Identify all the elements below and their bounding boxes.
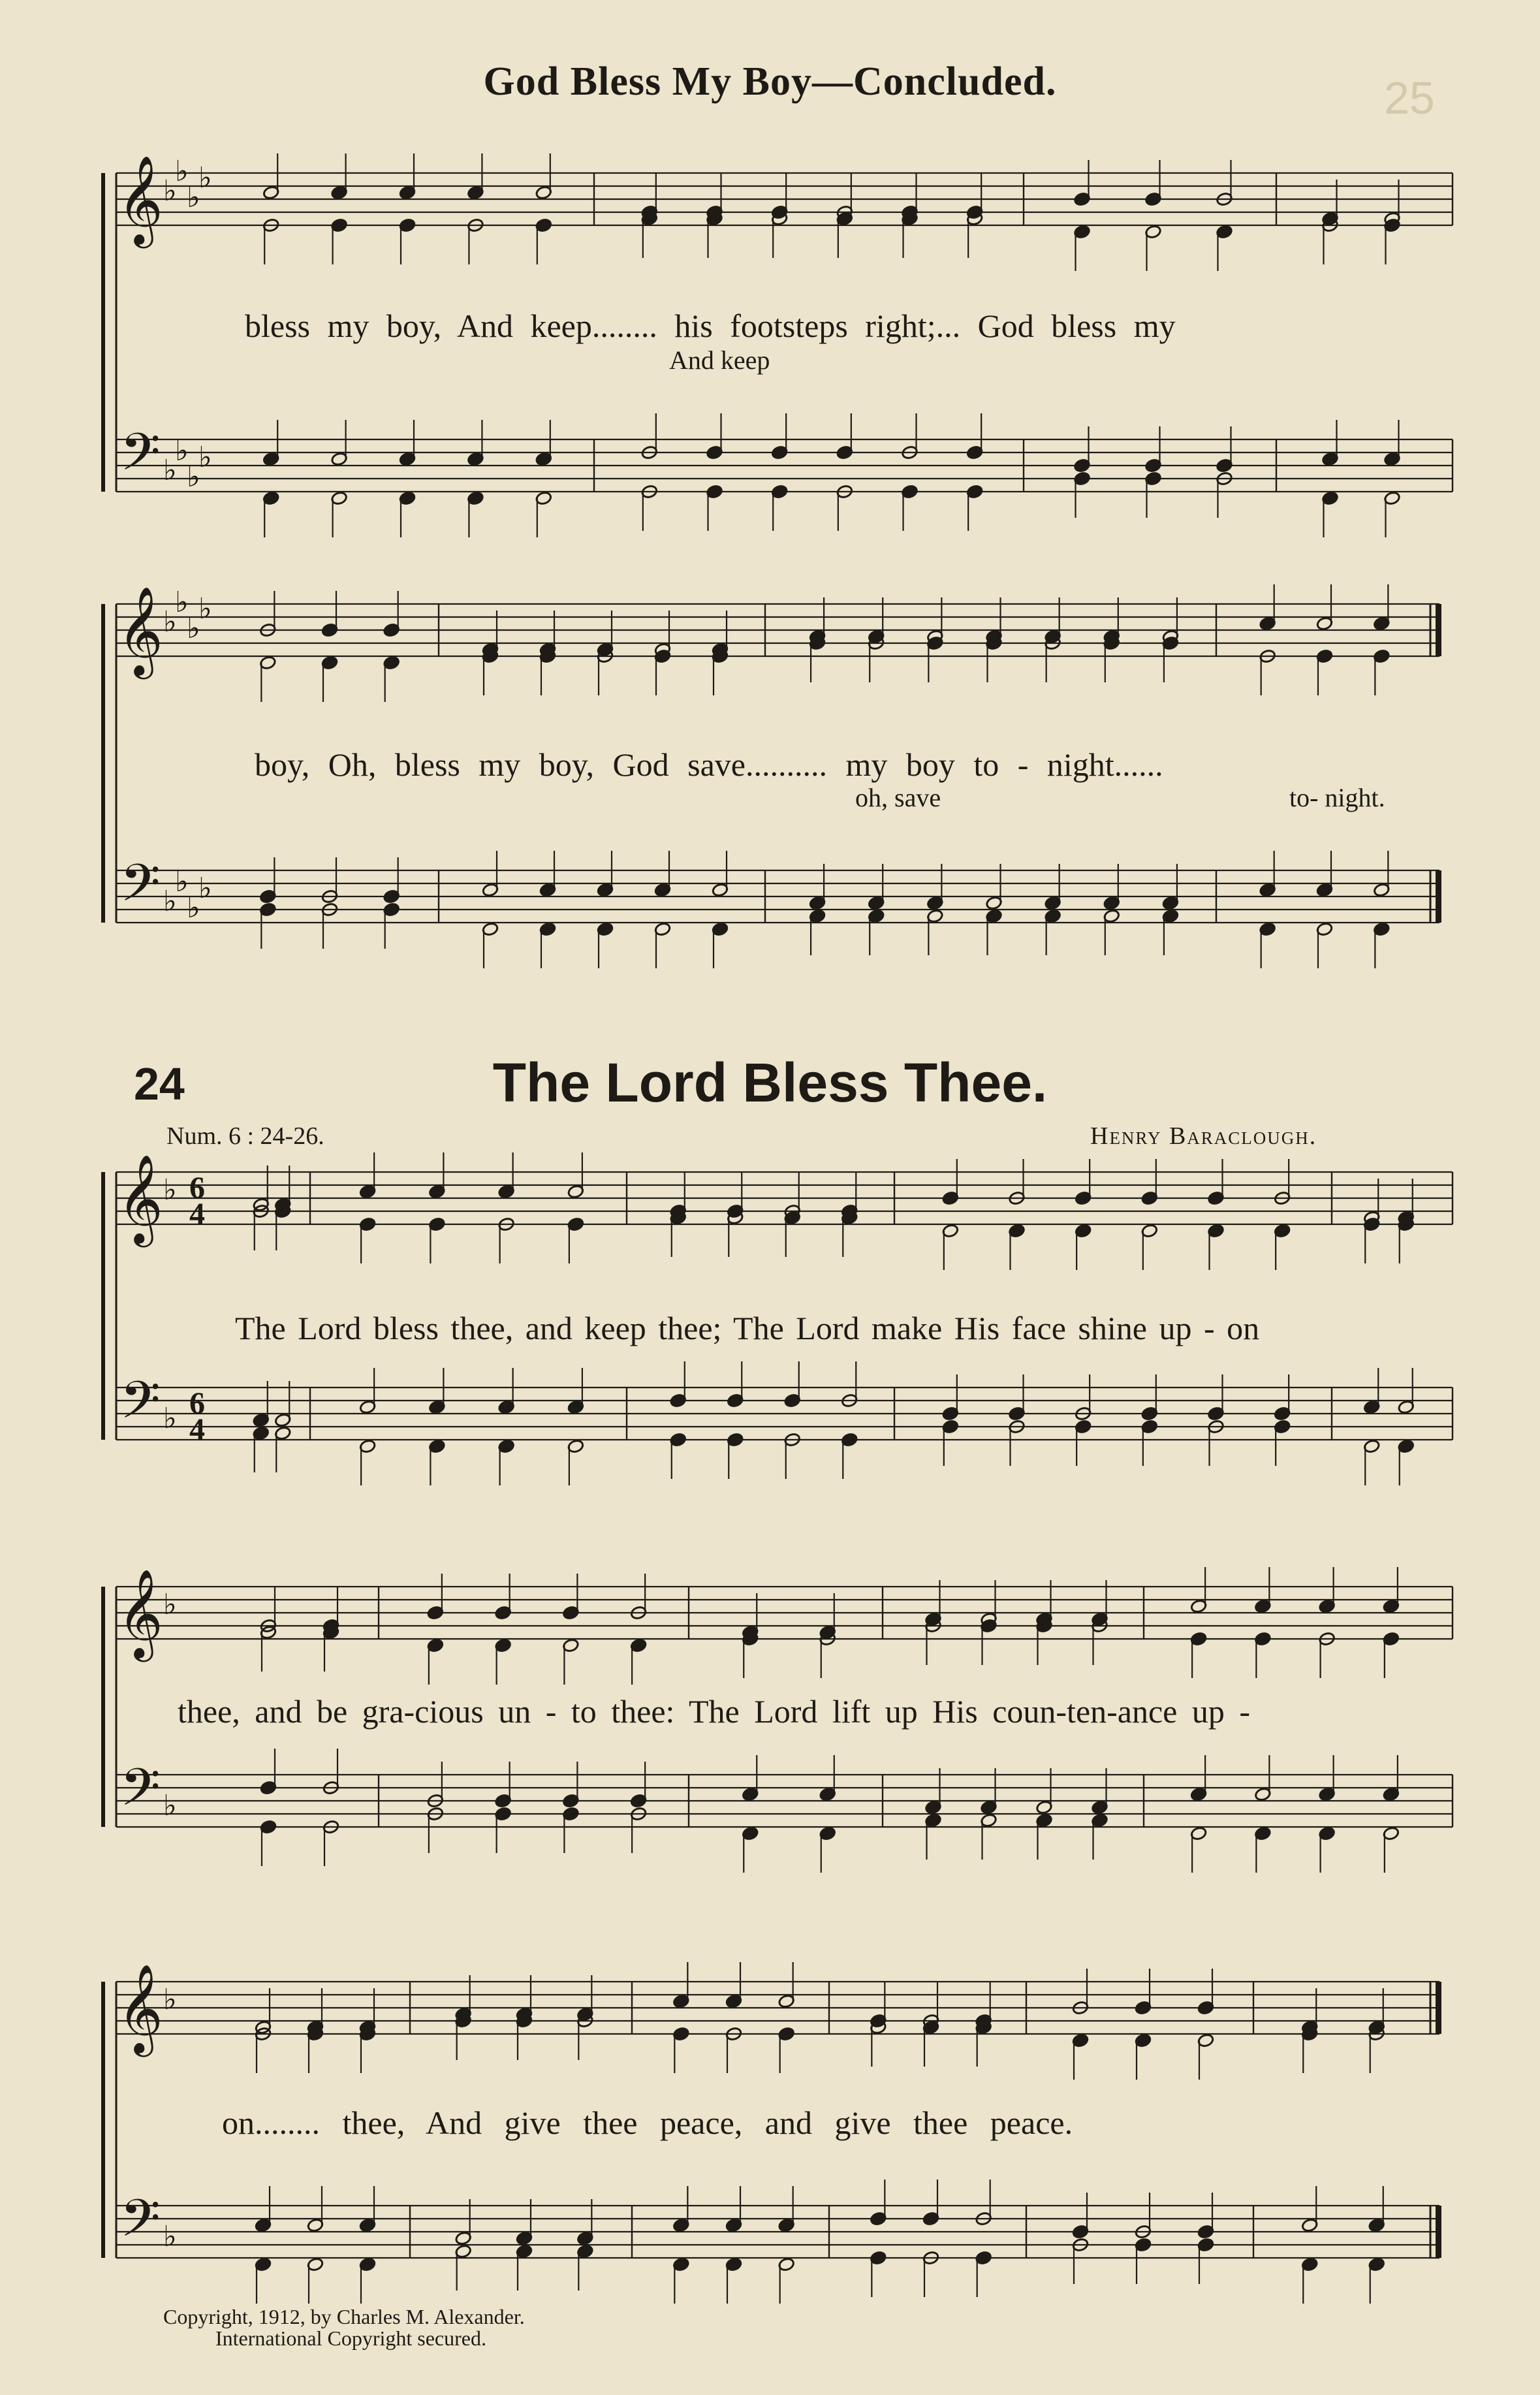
system-2-bass-key: ♭ — [175, 865, 189, 898]
time-signature-top: 6 — [189, 1171, 205, 1205]
system-2-treble-key: ♭ — [163, 605, 177, 639]
copyright-line-1: Copyright, 1912, by Charles M. Alexander. — [163, 2305, 525, 2328]
system-1-treble-key: ♭ — [198, 161, 212, 195]
system-1-treble-key: ♭ — [187, 181, 200, 214]
system-5-final-thick — [1436, 1982, 1441, 2034]
system-1-treble-key: ♭ — [175, 155, 189, 188]
lyrics-system-2: boy, Oh, bless my boy, God save.......... my boy to - night...... — [255, 746, 1163, 783]
bass-clef: 𝄢 — [120, 1370, 161, 1443]
treble-clef: 𝄞 — [118, 1153, 163, 1243]
system-2-final-thick — [1436, 870, 1441, 923]
hymn2-lyrics-system-3: on........ thee, And give thee peace, and give thee peace. — [222, 2104, 1073, 2141]
ghost-page-number: 25 — [1384, 72, 1435, 123]
system-5-final-thick — [1436, 2206, 1441, 2258]
system-3-treble-key: ♭ — [163, 1173, 177, 1207]
bass-clef: 𝄢 — [120, 422, 161, 495]
treble-clef: 𝄞 — [118, 1963, 163, 2053]
alto-lyrics-system-2b: to- night. — [1289, 783, 1385, 812]
hymn-number: 24 — [134, 1058, 185, 1109]
scripture-reference: Num. 6 : 24-26. — [166, 1122, 324, 1150]
system-2-bass-key: ♭ — [163, 885, 177, 918]
system-3-bass-key: ♭ — [163, 1402, 177, 1435]
system-2-final-thick — [1436, 604, 1441, 656]
system-2-treble-key: ♭ — [198, 592, 212, 626]
system-1-bass-key: ♭ — [175, 434, 189, 468]
time-signature-top: 6 — [189, 1386, 205, 1421]
system-4-bass-key: ♭ — [163, 1789, 177, 1822]
alto-lyrics-system-1: And keep — [669, 345, 770, 375]
treble-clef: 𝄞 — [118, 154, 163, 244]
bass-clef: 𝄢 — [120, 1757, 161, 1830]
copyright-line-2: International Copyright secured. — [215, 2326, 486, 2350]
treble-clef: 𝄞 — [118, 585, 163, 675]
treble-clef: 𝄞 — [118, 1568, 163, 1658]
alto-lyrics-system-2a: oh, save — [855, 783, 941, 812]
system-4-treble-key: ♭ — [163, 1588, 177, 1621]
system-2-treble-key: ♭ — [187, 612, 200, 645]
composer: Henry Baraclough. — [1090, 1122, 1317, 1150]
lyrics-system-1: bless my boy, And keep........ his footsteps right;... God bless my — [245, 308, 1176, 344]
time-signature-bottom: 4 — [189, 1412, 205, 1447]
system-2-bass-key: ♭ — [198, 872, 212, 905]
hymn-title: The Lord Bless Thee. — [492, 1052, 1048, 1113]
bass-clef: 𝄢 — [120, 853, 161, 926]
system-1-bass-key: ♭ — [198, 441, 212, 474]
system-5-bass-key: ♭ — [163, 2220, 177, 2253]
hymn2-lyrics-system-1: The Lord bless thee, and keep thee; The Lord make His face shine up - on — [235, 1310, 1260, 1346]
system-2-treble-key: ♭ — [175, 586, 189, 619]
continuation-title: God Bless My Boy—Concluded. — [483, 59, 1057, 104]
time-signature-bottom: 4 — [189, 1197, 205, 1231]
system-2-bass-key: ♭ — [187, 891, 200, 925]
system-5-treble-key: ♭ — [163, 1983, 177, 2016]
system-1-bass-key: ♭ — [187, 460, 200, 494]
system-1-bass-key: ♭ — [163, 454, 177, 487]
bass-clef: 𝄢 — [120, 2188, 161, 2261]
hymn2-lyrics-system-2: thee, and be gra-cious un - to thee: The Lord lift up His coun-ten-ance up - — [178, 1693, 1251, 1730]
system-1-treble-key: ♭ — [163, 174, 177, 208]
